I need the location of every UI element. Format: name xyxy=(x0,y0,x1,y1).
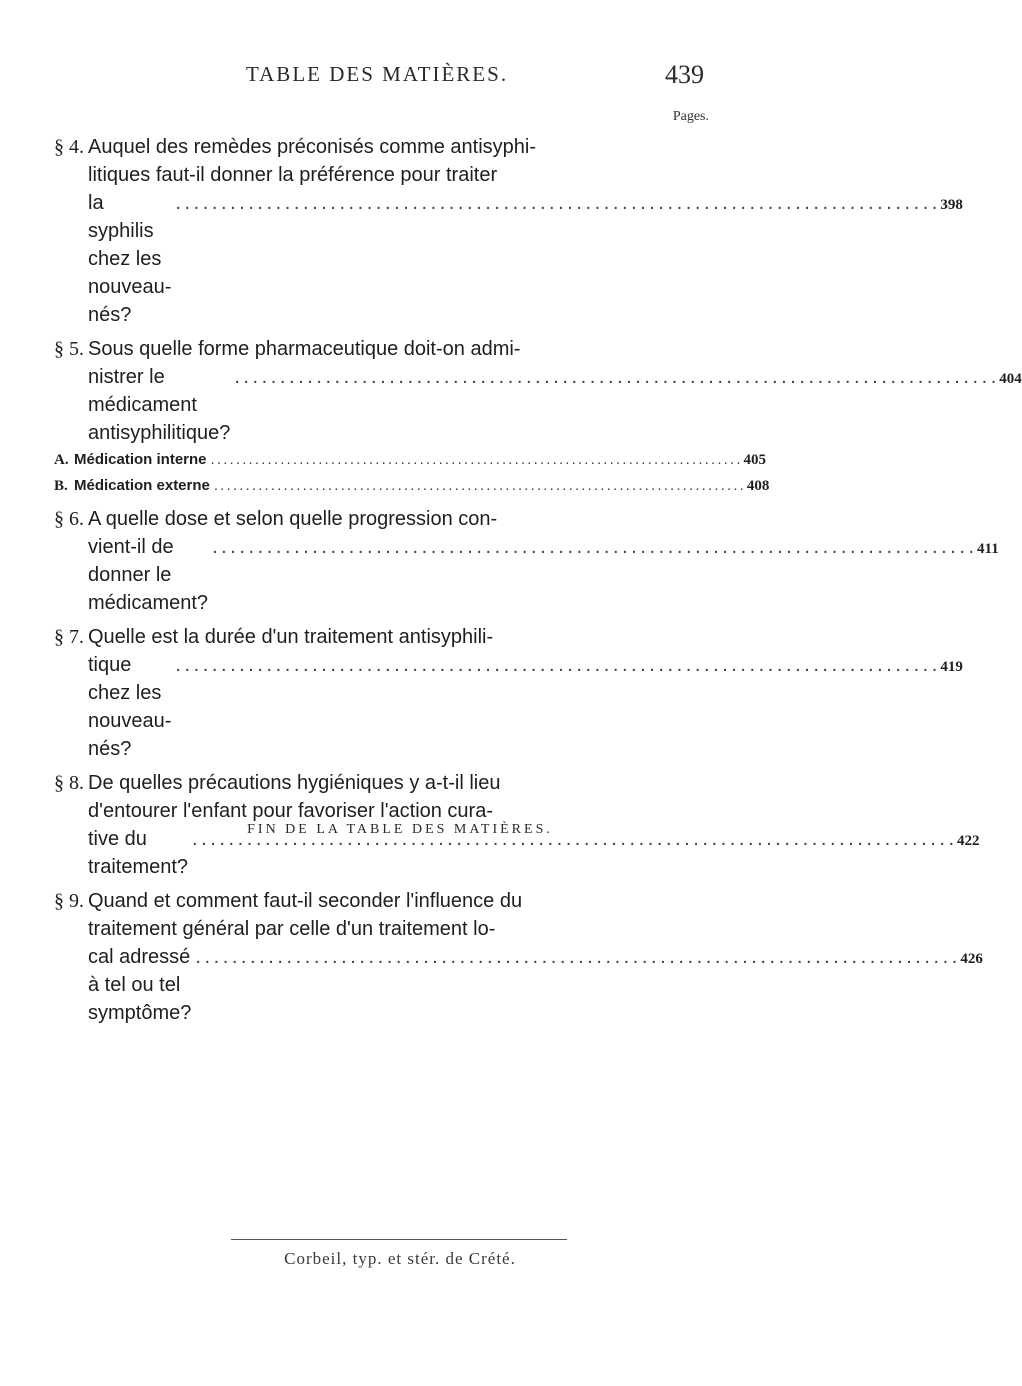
entry-last-line xyxy=(88,189,963,329)
dot-leader xyxy=(214,475,743,497)
section-mark: § 9. xyxy=(54,890,84,912)
entry-page-number: 411 xyxy=(977,541,999,557)
entry-page-number: 398 xyxy=(940,197,963,213)
subentry-label: Médication interne xyxy=(74,451,207,468)
entry-line: la syphilis chez les nouveau-nés? xyxy=(88,192,172,326)
entry-text xyxy=(88,887,983,1027)
subentry-page-number: 405 xyxy=(743,452,767,468)
entry-text xyxy=(88,133,963,329)
pages-column-label: Pages. xyxy=(672,109,709,124)
toc-entry-9 xyxy=(54,887,983,1027)
entry-line: De quelles précautions hygiéniques y a-t-il lieu xyxy=(88,772,501,794)
table-of-contents xyxy=(54,133,1022,1033)
toc-entry-6 xyxy=(54,505,999,617)
entry-line: nistrer le médicament antisyphilitique? xyxy=(88,366,231,444)
entry-last-line xyxy=(88,651,963,763)
subsection-mark: A. xyxy=(54,452,69,468)
section-mark: § 8. xyxy=(54,772,84,794)
toc-entry-5 xyxy=(54,335,1022,447)
entry-line: traitement général par celle d'un traitement lo- xyxy=(88,918,496,940)
entry-line: Sous quelle forme pharmaceutique doit-on admi- xyxy=(88,338,521,360)
entry-line: vient-il de donner le médicament? xyxy=(88,536,209,614)
entry-line: litiques faut-il donner la préférence pour traiter xyxy=(88,164,498,186)
subentry-page-number: 408 xyxy=(746,478,770,494)
section-mark: § 7. xyxy=(54,626,84,648)
dot-leader xyxy=(234,363,995,391)
subentry-label: Médication externe xyxy=(74,477,210,494)
entry-line: d'entourer l'enfant pour favoriser l'action cura- xyxy=(88,800,493,822)
entry-last-line xyxy=(88,943,983,1027)
dot-leader xyxy=(212,533,973,561)
entry-line: tique chez les nouveau-nés? xyxy=(88,654,172,760)
running-title: TABLE DES MATIÈRES. xyxy=(246,62,509,86)
entry-text xyxy=(88,335,1022,447)
entry-line: cal adressé à tel ou tel symptôme? xyxy=(88,946,192,1024)
entry-page-number: 426 xyxy=(960,951,983,967)
entry-page-number: 422 xyxy=(957,833,980,849)
toc-entry-4 xyxy=(54,133,963,329)
entry-line: Quelle est la durée d'un traitement antisyphili- xyxy=(88,626,494,648)
entry-line: tive du traitement? xyxy=(88,828,189,878)
running-header xyxy=(0,60,800,94)
end-of-table-notice: FIN DE LA TABLE DES MATIÈRES. xyxy=(247,822,553,837)
section-mark: § 5. xyxy=(54,338,84,360)
toc-subentry-b xyxy=(54,475,770,497)
entry-text xyxy=(88,623,963,763)
entry-page-number: 404 xyxy=(999,371,1022,387)
printer-imprint: Corbeil, typ. et stér. de Crété. xyxy=(284,1249,516,1268)
dot-leader xyxy=(175,189,936,217)
dot-leader xyxy=(211,449,740,471)
entry-last-line xyxy=(88,363,1022,447)
toc-subentry-a xyxy=(54,449,767,471)
entry-page-number: 419 xyxy=(940,659,963,675)
entry-line: Quand et comment faut-il seconder l'influence du xyxy=(88,890,523,912)
section-mark: § 6. xyxy=(54,508,84,530)
dot-leader xyxy=(175,651,936,679)
dot-leader xyxy=(195,943,956,971)
entry-line: A quelle dose et selon quelle progression con- xyxy=(88,508,498,530)
toc-entry-7 xyxy=(54,623,963,763)
divider xyxy=(231,1239,567,1240)
subsection-mark: B. xyxy=(54,478,68,494)
page-number: 439 xyxy=(665,60,704,89)
entry-last-line xyxy=(88,533,999,617)
entry-text xyxy=(88,505,999,617)
section-mark: § 4. xyxy=(54,136,84,158)
entry-line: Auquel des remèdes préconisés comme antisyphi- xyxy=(88,136,536,158)
